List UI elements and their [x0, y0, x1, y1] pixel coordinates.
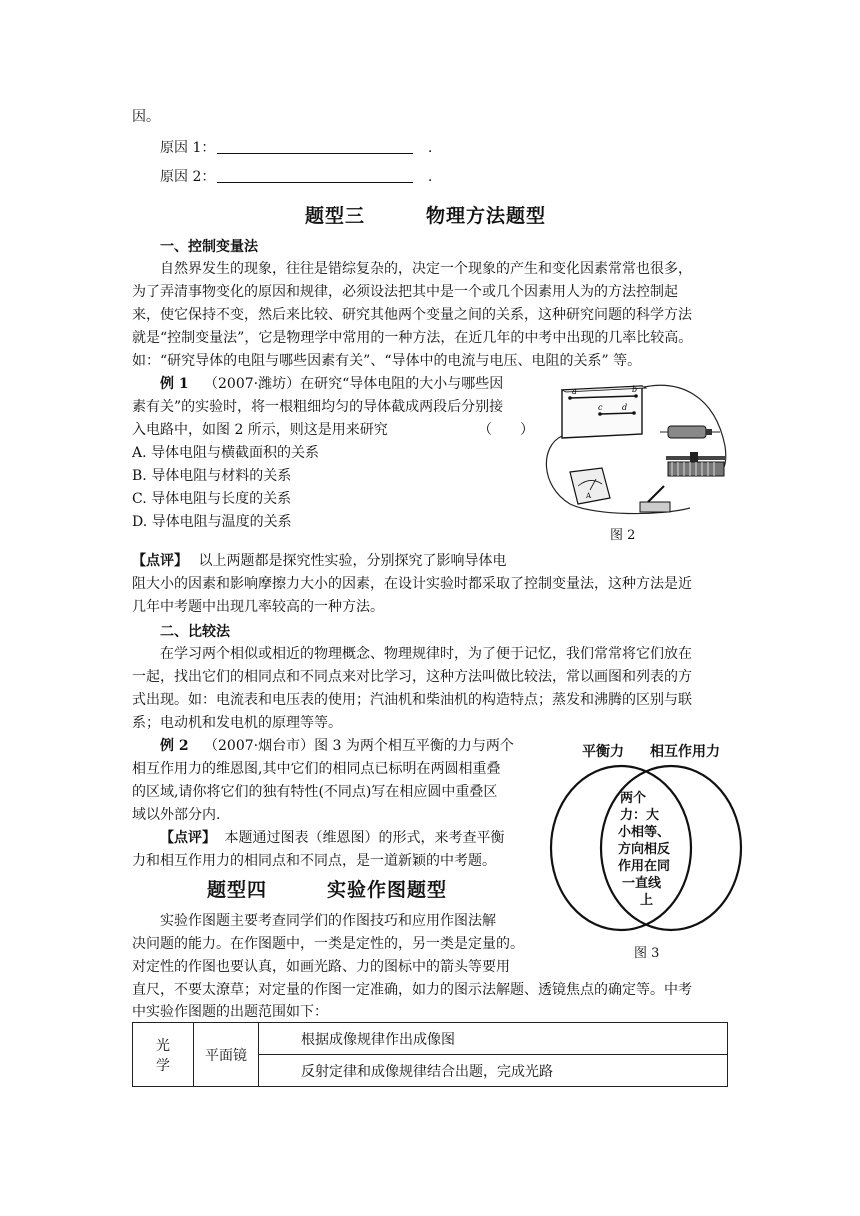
- paragraph-line: 中实验作图题的出题范围如下：: [132, 1004, 328, 1020]
- comment-2-label: 【点评】: [160, 830, 216, 846]
- paragraph-line: 如：“研究导体的电阻与哪些因素有关”、“导体中的电流与电压、电阻的关系” 等。: [132, 353, 642, 369]
- conductor-cd: [600, 413, 634, 414]
- ammeter-letter: A: [586, 492, 592, 500]
- paragraph-line: 系；电动机和发电机的原理等等。: [132, 715, 342, 731]
- example-1-line: 入电路中，如图 2 所示，则这是用来研究: [132, 422, 388, 438]
- overlap-line: 作用在同: [618, 859, 671, 874]
- option-d: D. 导体电阻与温度的关系: [132, 514, 292, 530]
- overlap-line: 方向相反: [618, 842, 671, 857]
- paragraph-line: 一起，找出它们的相同点和不同点来对比学习，这种方法叫做比较法，常以画图和列表的方: [132, 669, 692, 685]
- comment-1-line: 阻大小的因素和影响摩擦力大小的因素，在设计实验时都采取了控制变量法，这种方法是近: [132, 576, 692, 592]
- label-a: a: [572, 387, 577, 396]
- switch-icon: [640, 486, 670, 512]
- overlap-line: 两个: [620, 791, 647, 806]
- reason-2-period: .: [427, 169, 433, 185]
- example-2-label: 例 2: [160, 738, 189, 754]
- overlap-line: 力：大: [620, 808, 660, 823]
- example-1-label: 例 1: [160, 376, 189, 392]
- comment-2-line: 力和相互作用力的相同点和不同点，是一道新颖的中考题。: [132, 853, 496, 869]
- overlap-line: 小相等、: [618, 825, 671, 840]
- comment-2-first-line: [160, 827, 504, 849]
- reason-1-label: 原因 1：: [160, 140, 216, 156]
- option-c: C. 导体电阻与长度的关系: [132, 491, 292, 507]
- answer-bracket[interactable]: （ ）: [478, 422, 534, 438]
- table-subcategory-cell: 平面镜: [194, 1023, 259, 1087]
- overlap-line: 上: [640, 893, 654, 908]
- paragraph-line: 决问题的能力。在作图题中，一类是定性的，另一类是定量的。: [132, 936, 524, 952]
- reason-1-line: [160, 137, 432, 159]
- terminal: [568, 396, 572, 400]
- example-2-line: 相互作用力的维恩图,其中它们的相同点已标明在两圆相重叠: [132, 761, 501, 777]
- overlap-line: 一直线: [622, 876, 662, 891]
- section3-title-right: 物理方法题型: [426, 205, 547, 227]
- comment-2-line: 本题通过图表（维恩图）的形式，来考查平衡: [224, 830, 505, 846]
- figure-3-caption: 图 3: [634, 946, 660, 961]
- label-b: b: [632, 385, 638, 394]
- table-row: [133, 1023, 728, 1055]
- reason-2-label: 原因 2：: [160, 169, 216, 185]
- battery-icon: [660, 426, 720, 438]
- table-category-line: 光: [156, 1037, 170, 1054]
- paragraph-line: 自然界发生的现象，往往是错综复杂的，决定一个现象的产生和变化因素常常也很多，: [160, 261, 692, 277]
- example-2-line: 域以外部分内.: [132, 807, 221, 823]
- comment-1-first-line: [132, 550, 506, 572]
- example-2-line: 的区域,请你将它们的独有特性(不同点)写在相应圆中重叠区: [132, 784, 498, 800]
- reason-1-period: .: [427, 140, 433, 156]
- comment-1-line: 几年中考题中出现几率较高的一种方法。: [132, 599, 384, 615]
- label-c: c: [598, 403, 603, 412]
- paragraph-line: 对定性的作图也要认真，如画光路、力的图标中的箭头等要用: [132, 959, 510, 975]
- venn-left-label: 平衡力: [582, 744, 624, 760]
- section4-title-right: 实验作图题型: [327, 879, 448, 901]
- paragraph-line: 直尺，不要太潦草；对定量的作图一定准确，如力的图示法解题、透镜焦点的确定等。中考: [132, 982, 692, 998]
- example-1-line: （2007·潍坊）在研究“导体电阻的大小与哪些因: [204, 376, 504, 392]
- table-item-cell: 反射定律和成像规律结合出题，完成光路: [259, 1055, 728, 1087]
- paragraph-line: 式出现。如：电流表和电压表的使用；汽油机和柴油机的构造特点；蒸发和沸腾的区别与联: [132, 692, 692, 708]
- venn-right-label: 相互作用力: [650, 744, 720, 760]
- sub1-heading: 一、控制变量法: [160, 239, 258, 255]
- paragraph-line: 在学习两个相似或相近的物理概念、物理规律时，为了便于记忆，我们常常将它们放在: [160, 646, 692, 662]
- reason-1-blank[interactable]: [217, 139, 413, 154]
- circuit-figure: [540, 376, 740, 526]
- example-1-line: 素有关”的实验时，将一根粗细均匀的导体截成两段后分别接: [132, 399, 504, 415]
- section3-title-left: 题型三: [305, 205, 366, 227]
- continued-text: 因。: [132, 109, 160, 125]
- label-d: d: [622, 403, 628, 412]
- figure-2-caption: 图 2: [610, 528, 636, 543]
- rheostat-icon: [666, 452, 726, 476]
- reason-2-blank[interactable]: [217, 168, 413, 183]
- terminal: [598, 412, 602, 416]
- option-b: B. 导体电阻与材料的关系: [132, 468, 292, 484]
- table-item-cell: 根据成像规律作出成像图: [259, 1023, 728, 1055]
- section4-title-left: 题型四: [207, 879, 268, 901]
- table-category-line: 学: [156, 1057, 170, 1074]
- reason-2-line: [160, 166, 432, 188]
- comment-1-line: 以上两题都是探究性实验，分别探究了影响导体电: [198, 553, 507, 569]
- paragraph-line: 就是“控制变量法”，它是物理学中常用的一种方法，在近几年的中考中出现的几率比较高。: [132, 330, 693, 346]
- range-table: [132, 1022, 728, 1087]
- terminal: [632, 411, 636, 415]
- example-2-line: （2007·烟台市）图 3 为两个相互平衡的力与两个: [204, 738, 514, 754]
- option-a: A. 导体电阻与横截面积的关系: [132, 445, 320, 461]
- comment-1-label: 【点评】: [132, 553, 188, 569]
- terminal: [634, 394, 638, 398]
- sub2-heading: 二、比较法: [160, 624, 230, 640]
- paragraph-line: 来，使它保持不变，然后来比较、研究其他两个变量之间的关系，这种研究问题的科学方法: [132, 307, 692, 323]
- ammeter-icon: [570, 468, 610, 504]
- paragraph-line: 实验作图题主要考查同学们的作图技巧和应用作图法解: [160, 913, 496, 929]
- table-category-cell: [133, 1023, 194, 1087]
- paragraph-line: 为了弄清事物变化的原因和规律，必须设法把其中是一个或几个因素用人为的方法控制起: [132, 284, 678, 300]
